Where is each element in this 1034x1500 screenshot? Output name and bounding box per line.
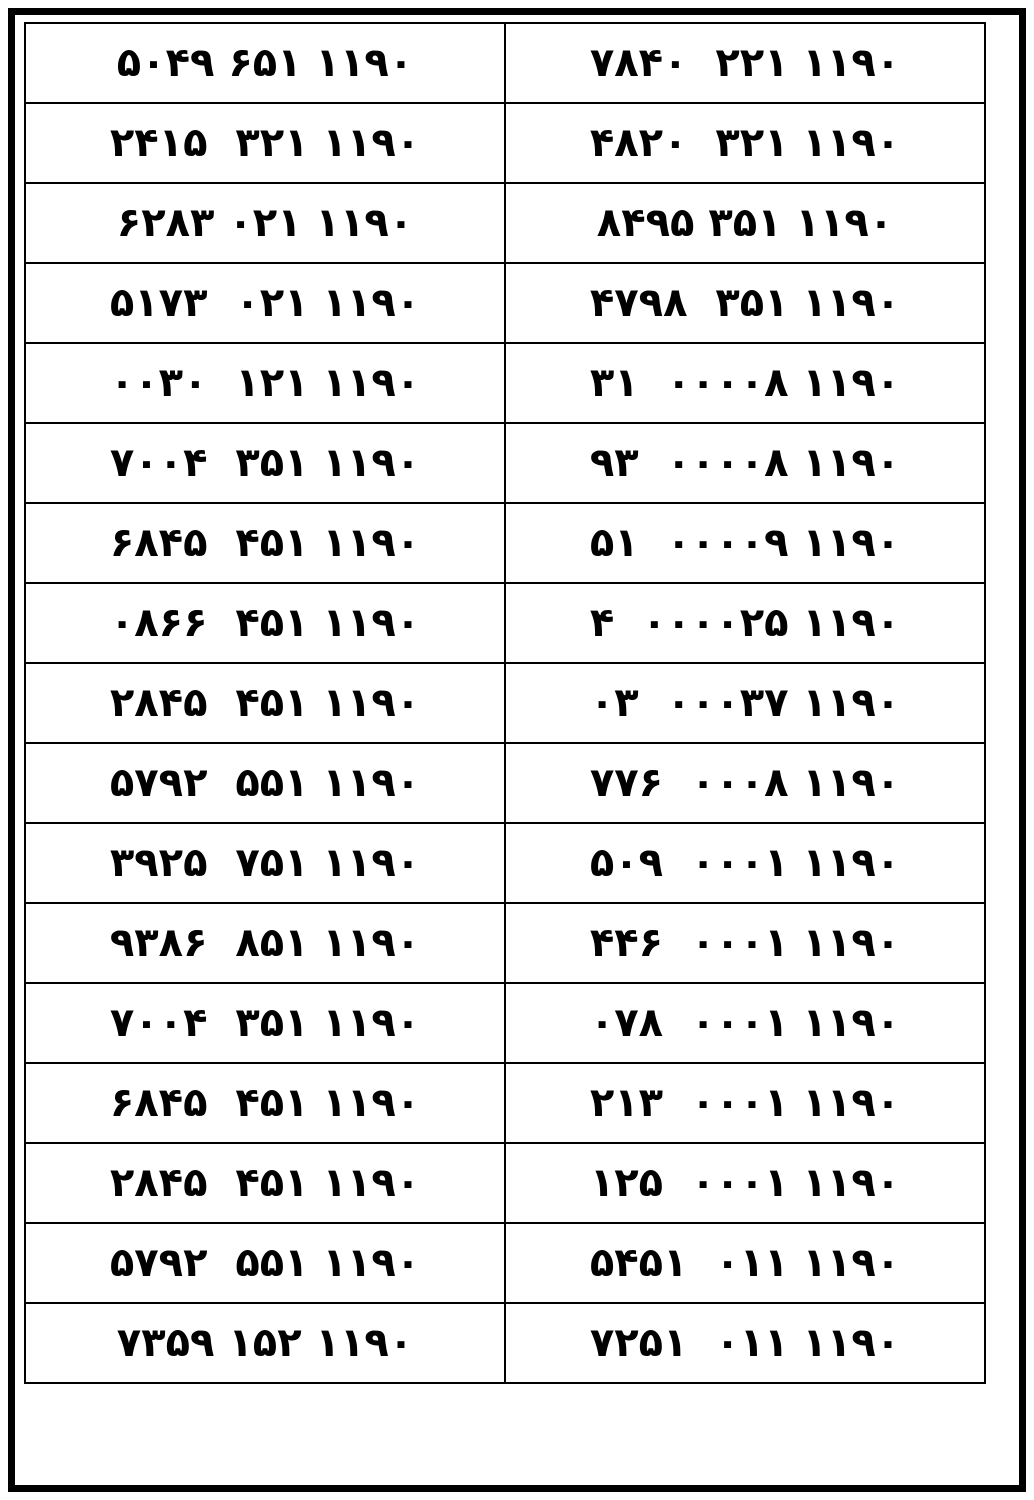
- phone-number: ۰۹۱۱ ۵۲۰۰۰۰ ۴: [589, 600, 901, 646]
- phone-cell-left: [505, 743, 985, 823]
- table-row: [25, 183, 985, 263]
- phone-number: ۰۹۱۱ ۱۱۰ ۱۵۴۵: [589, 1240, 901, 1286]
- phone-cell-left: [505, 423, 985, 503]
- phone-number: ۰۹۱۱ ۱۵۳ ۴۰۰۷: [109, 440, 421, 486]
- phone-number: ۰۹۱۱ ۱۵۳ ۴۰۰۷: [109, 1000, 421, 1046]
- phone-cell-right: [25, 1063, 505, 1143]
- phone-number: ۰۹۱۱ ۱۰۰۰ ۹۰۵: [589, 840, 901, 886]
- phone-cell-right: [25, 743, 505, 823]
- phone-cell-right: [25, 343, 505, 423]
- phone-number: ۰۹۱۱ ۲۵۱ ۹۵۳۷: [116, 1320, 414, 1366]
- table-row: [25, 743, 985, 823]
- table-row: [25, 1143, 985, 1223]
- phone-number: ۰۹۱۱ ۱۲۱ ۰۳۰۰: [109, 360, 421, 406]
- phone-number: ۰۹۱۱ ۱۵۴ ۵۴۸۶: [109, 1080, 421, 1126]
- table-row: [25, 263, 985, 343]
- phone-cell-left: [505, 663, 985, 743]
- phone-cell-right: [25, 103, 505, 183]
- phone-cell-right: [25, 823, 505, 903]
- phone-cell-right: [25, 583, 505, 663]
- phone-number: ۰۹۱۱ ۱۵۵ ۲۹۷۵: [109, 1240, 421, 1286]
- phone-cell-left: [505, 1143, 985, 1223]
- phone-cell-left: [505, 183, 985, 263]
- table-row: [25, 1063, 985, 1143]
- phone-number: ۰۹۱۱ ۱۲۳ ۵۱۴۲: [109, 120, 421, 166]
- phone-cell-right: [25, 1303, 505, 1383]
- phone-cell-right: [25, 183, 505, 263]
- table-row: [25, 583, 985, 663]
- phone-number: ۰۹۱۱ ۸۰۰۰۰ ۳۹: [589, 440, 901, 486]
- phone-cell-right: [25, 903, 505, 983]
- phone-cell-left: [505, 503, 985, 583]
- phone-number: ۰۹۱۱ ۱۵۸ ۶۸۳۹: [109, 920, 421, 966]
- table-row: [25, 423, 985, 503]
- phone-number: ۰۹۱۱ ۱۲۳ ۰۲۸۴: [589, 120, 901, 166]
- phone-number: ۰۹۱۱ ۱۰۰۰ ۵۲۱: [589, 1160, 901, 1206]
- phone-cell-right: [25, 663, 505, 743]
- table-row: [25, 343, 985, 423]
- table-container: [24, 22, 986, 1384]
- phone-number: ۰۹۱۱ ۹۰۰۰۰ ۱۵: [589, 520, 901, 566]
- phone-number: ۰۹۱۱ ۱۰۰۰ ۳۱۲: [589, 1080, 901, 1126]
- phone-cell-left: [505, 1303, 985, 1383]
- table-row: [25, 903, 985, 983]
- phone-cell-left: [505, 343, 985, 423]
- phone-number: ۰۹۱۱ ۱۵۴ ۵۴۸۲: [109, 1160, 421, 1206]
- phone-number: ۰۹۱۱ ۱۵۳ ۸۹۷۴: [589, 280, 901, 326]
- phone-number: ۰۹۱۱ ۱۱۰ ۱۵۲۷: [589, 1320, 901, 1366]
- phone-cell-left: [505, 1223, 985, 1303]
- phone-number: ۰۹۱۱ ۸۰۰۰۰ ۱۳: [589, 360, 901, 406]
- table-row: [25, 1303, 985, 1383]
- phone-cell-left: [505, 103, 985, 183]
- phone-number: ۰۹۱۱ ۱۵۴ ۵۴۸۶: [109, 520, 421, 566]
- table-row: [25, 663, 985, 743]
- table-row: [25, 1223, 985, 1303]
- phone-number-table: [24, 22, 986, 1384]
- phone-cell-left: [505, 583, 985, 663]
- phone-number: ۰۹۱۱ ۱۲۰ ۳۸۲۶: [116, 200, 414, 246]
- phone-number: ۰۹۱۱ ۱۲۲ ۰۴۸۷: [589, 40, 901, 86]
- phone-cell-left: [505, 1063, 985, 1143]
- phone-cell-right: [25, 983, 505, 1063]
- phone-number: ۰۹۱۱ ۱۰۰۰ ۶۴۴: [589, 920, 901, 966]
- phone-number: ۰۹۱۱ ۷۳۰۰۰ ۳۰: [589, 680, 901, 726]
- phone-cell-right: [25, 1143, 505, 1223]
- phone-cell-left: [505, 903, 985, 983]
- phone-number: ۰۹۱۱ ۱۵۳ ۵۹۴۸: [596, 200, 894, 246]
- phone-cell-left: [505, 263, 985, 343]
- phone-cell-right: [25, 1223, 505, 1303]
- phone-number: ۰۹۱۱ ۱۵۶ ۹۴۰۵: [116, 40, 414, 86]
- phone-cell-left: [505, 23, 985, 103]
- phone-cell-right: [25, 423, 505, 503]
- phone-number: ۰۹۱۱ ۱۵۴ ۶۶۸۰: [109, 600, 421, 646]
- phone-number: ۰۹۱۱ ۱۵۵ ۲۹۷۵: [109, 760, 421, 806]
- phone-number: ۰۹۱۱ ۱۵۷ ۵۲۹۳: [109, 840, 421, 886]
- phone-cell-right: [25, 23, 505, 103]
- phone-cell-left: [505, 823, 985, 903]
- table-row: [25, 983, 985, 1063]
- phone-number: ۰۹۱۱ ۸۰۰۰ ۶۷۷: [589, 760, 901, 806]
- phone-number: ۰۹۱۱ ۱۰۰۰ ۸۷۰: [589, 1000, 901, 1046]
- phone-cell-left: [505, 983, 985, 1063]
- phone-cell-right: [25, 503, 505, 583]
- phone-number: ۰۹۱۱ ۱۲۰ ۳۷۱۵: [109, 280, 421, 326]
- phone-number: ۰۹۱۱ ۱۵۴ ۵۴۸۲: [109, 680, 421, 726]
- table-row: [25, 503, 985, 583]
- phone-cell-right: [25, 263, 505, 343]
- table-body: [25, 23, 985, 1383]
- table-row: [25, 823, 985, 903]
- table-row: [25, 23, 985, 103]
- table-row: [25, 103, 985, 183]
